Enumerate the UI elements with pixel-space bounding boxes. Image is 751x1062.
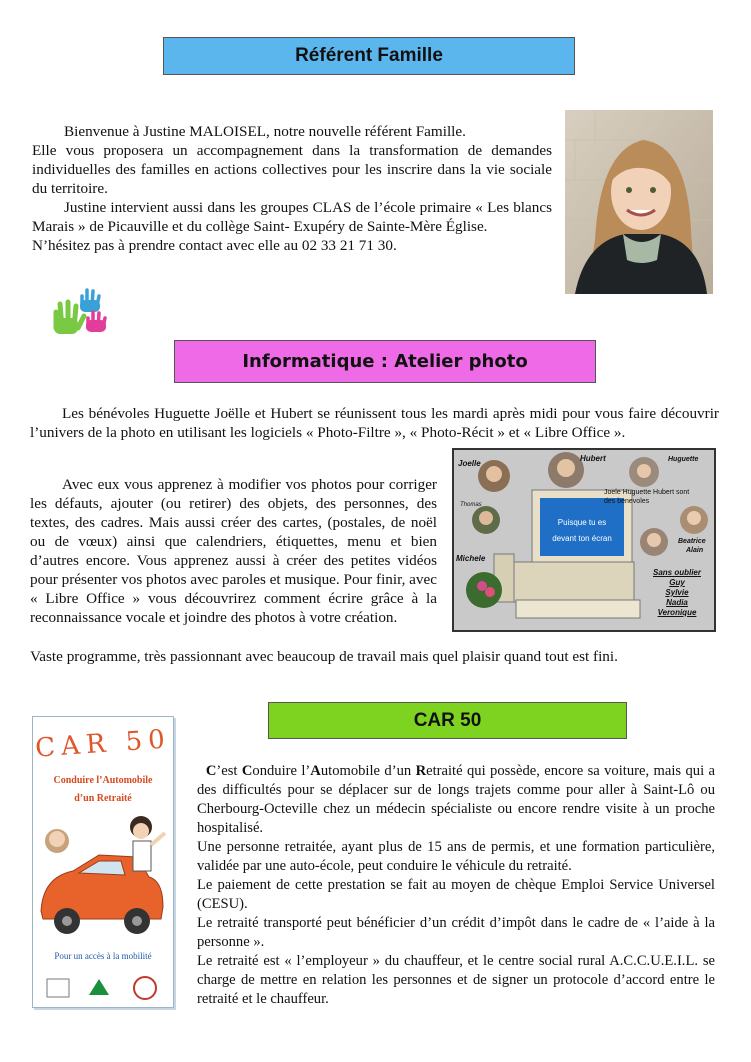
list-item: Nadia: [666, 598, 688, 607]
initial-letter: C: [205, 763, 217, 779]
referent-famille-title: Référent Famille: [295, 45, 443, 66]
paragraph: Justine intervient aussi dans les groupes CLAS de l’école primaire « Les blancs Marais » de Picauville et du collège Saint- Exupéry de Sainte-Mère Église.: [32, 199, 552, 235]
informatique-body: [30, 475, 437, 627]
paragraph: Avec eux vous apprenez à modifier vos photos pour corriger les défauts, ajouter (ou retirer) des objets, des personnes, des textes, des cadres. Mais aussi créer des cartes, (postales, de noël ou de vœux) ainsi que calendriers, étiquettes, menu et bien d’autres encore. Vous apprenez aussi à créer des petites vidéos pour présenter vos photos avec paroles et musique. Pour finir, avec « Libre Office » vous découvrirez comment écrire grâce à la reconnaissance vocale et joindre des photos à votre création.: [30, 476, 437, 626]
collage-name-michele: Michele: [456, 554, 486, 563]
collage-volunteer-list: [644, 568, 710, 618]
referent-famille-text: [32, 122, 552, 255]
flyer-tagline: Pour un accès à la mobilité: [54, 951, 152, 961]
informatique-closing: [30, 647, 719, 666]
atelier-photo-collage: [452, 448, 716, 632]
text-run: etraité qui possède, encore sa voiture, mais qui a des difficultés pour se déplacer sur de longs trajets comme pour aller à Saint-Lô ou Cherbourg-Octeville chez un médecin spécialiste ou encore rendre visite à un proche hospitalisé.: [197, 763, 715, 836]
flyer-subtitle-2: d’un Retraité: [74, 793, 132, 804]
text-run: utomobile d’un: [320, 763, 416, 779]
paragraph: Elle vous proposera un accompagnement dans la transformation de demandes individuelles des familles en actions collectives pour les inscrire dans la vie sociale du territoire.: [32, 142, 552, 197]
paragraph: Le retraité transporté peut bénéficier d’un crédit d’impôt dans le cadre de « l’aide à la personne ».: [197, 915, 715, 950]
paragraph: Bienvenue à Justine MALOISEL, notre nouvelle référent Famille.: [64, 123, 466, 140]
text-run: onduire l’: [252, 763, 311, 779]
collage-name-huguette: Huguette: [668, 456, 699, 463]
collage-name-thomas: Thomas: [460, 502, 482, 508]
list-item: Guy: [669, 578, 685, 587]
collage-name-alain: Alain: [686, 547, 704, 554]
paragraph: Les bénévoles Huguette Joëlle et Hubert se réunissent tous les mardi après midi pour vous faire découvrir l’univers de la photo en utilisant les logiciels « Photo-Filtre », « Photo-Récit » et « Libre Office ».: [30, 405, 719, 441]
section-header-car50: [268, 702, 627, 739]
section-header-informatique: [174, 340, 596, 383]
car50-text: [197, 762, 715, 1009]
informatique-title: Informatique : Atelier photo: [242, 351, 528, 372]
paragraph: Le retraité est « l’employeur » du chauffeur, et le centre social rural A.C.C.U.E.I.L. se charge de mettre en relation les personnes et de signer un protocole d’accord entre le retraité et le chauffeur.: [197, 953, 715, 1007]
flyer-title: CAR 50: [34, 724, 172, 764]
paragraph: N’hésitez pas à prendre contact avec elle au 02 33 21 71 30.: [32, 237, 397, 254]
screen-line-1: Puisque tu es: [557, 518, 607, 527]
flyer-subtitle-1: Conduire l’Automobile: [53, 775, 153, 786]
initial-letter: C: [241, 763, 253, 779]
collage-name-hubert: Hubert: [580, 454, 606, 463]
list-item: Sylvie: [665, 588, 689, 597]
informatique-intro: [30, 404, 719, 442]
paragraph: [197, 762, 715, 838]
section-header-referent-famille: [163, 37, 575, 75]
collage-name-joelle: Joelle: [458, 459, 481, 468]
initial-letter: R: [415, 763, 427, 779]
hands-logo: [48, 288, 112, 334]
list-item: Veronique: [657, 608, 697, 617]
flyer-car-illustration: [33, 815, 173, 945]
paragraph: Le paiement de cette prestation se fait au moyen de chèque Emploi Service Universel (CESU).: [197, 877, 715, 912]
list-item: Sans oublier: [652, 568, 701, 577]
initial-letter: A: [310, 763, 321, 779]
flyer-partner-logos: [33, 973, 173, 1003]
collage-name-beatrice: Beatrice: [678, 538, 706, 545]
text-run: ’est: [216, 763, 242, 779]
portrait-photo: [565, 110, 713, 294]
collage-caption: Joele Huguette Hubert sont des benevoles: [604, 489, 690, 505]
car50-title: CAR 50: [413, 710, 482, 731]
screen-line-2: devant ton écran: [552, 534, 612, 543]
car50-flyer: [32, 716, 174, 1008]
paragraph: Vaste programme, très passionnant avec beaucoup de travail mais quel plaisir quand tout est fini.: [30, 648, 618, 665]
paragraph: Une personne retraitée, ayant plus de 15 ans de permis, et une formation particulière, validée par une auto-école, peut conduire le véhicule du retraité.: [197, 839, 715, 874]
